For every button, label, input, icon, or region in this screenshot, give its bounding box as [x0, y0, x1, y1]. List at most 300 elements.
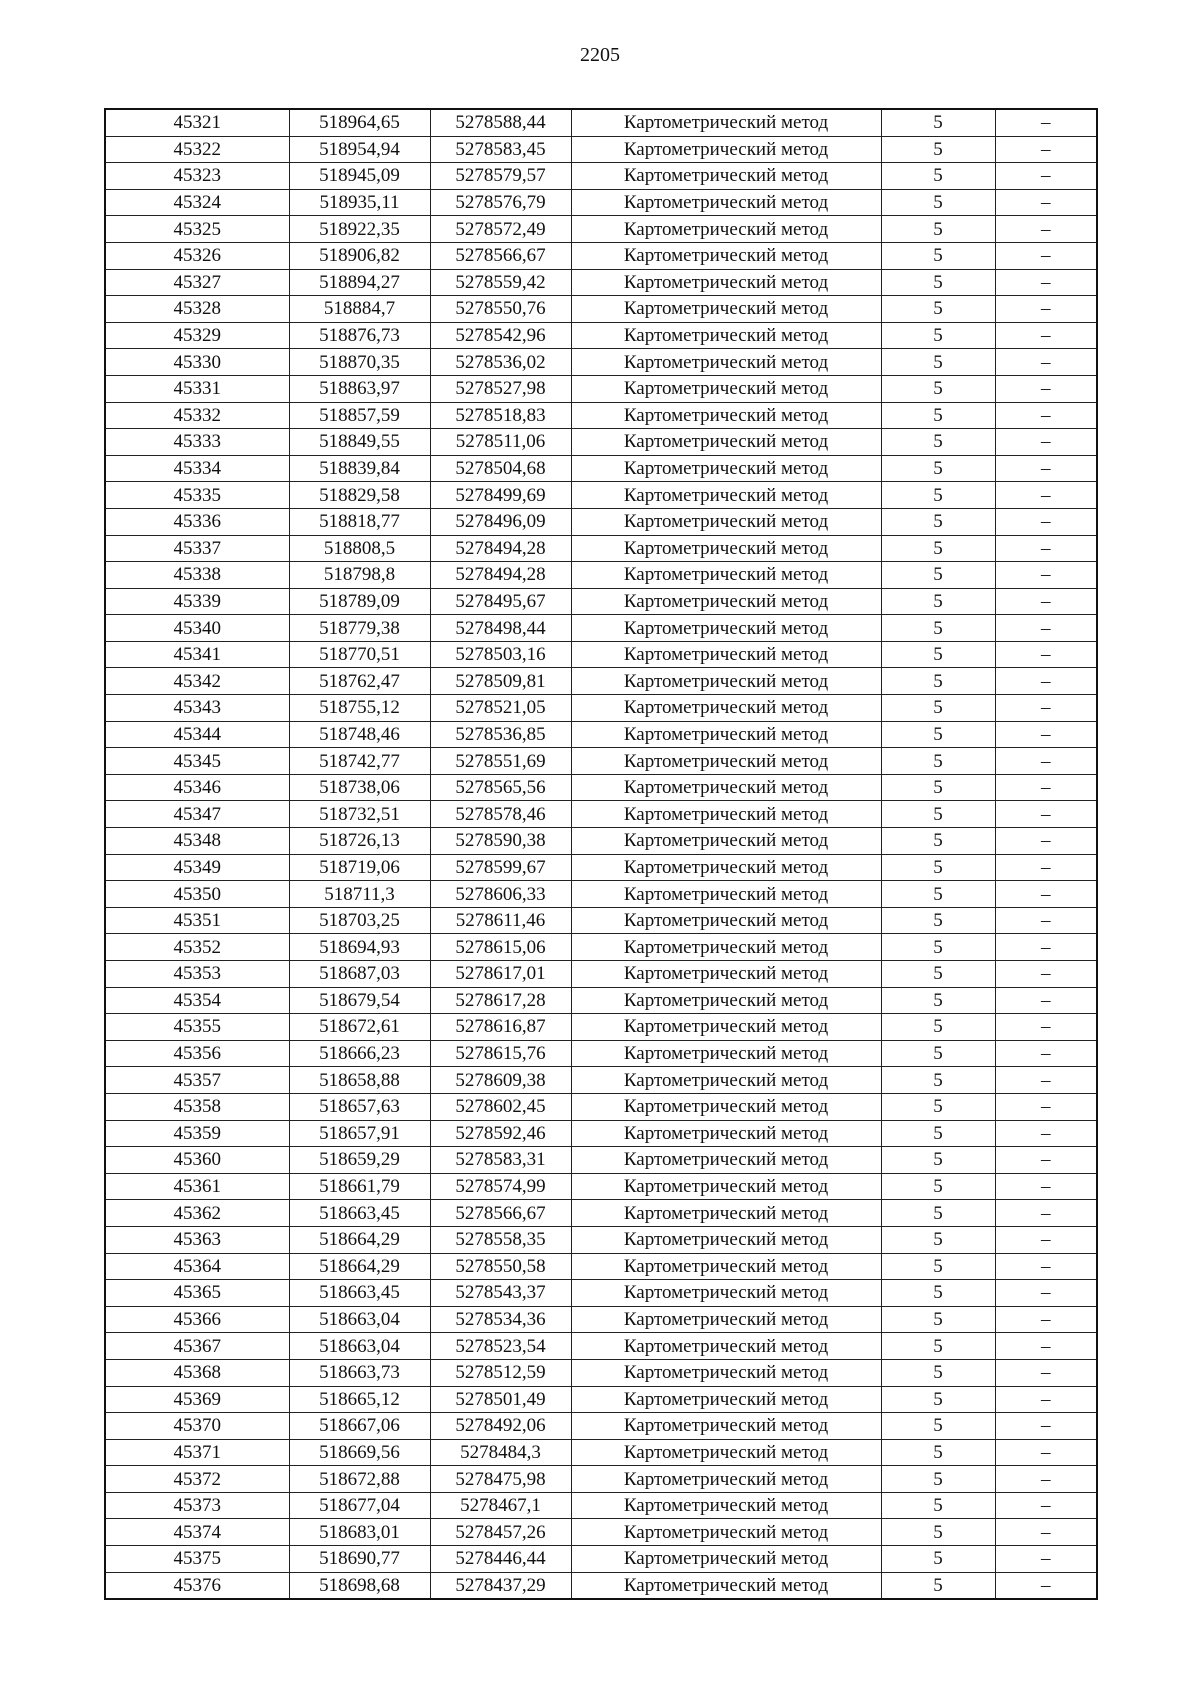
point-number-cell: 45348: [105, 828, 289, 855]
table-row: [105, 1492, 1097, 1519]
table-row: [105, 987, 1097, 1014]
y-coordinate-cell: 5278579,57: [430, 163, 571, 190]
x-coordinate-cell: 518770,51: [289, 641, 430, 668]
x-coordinate-cell: 518849,55: [289, 429, 430, 456]
table-row: [105, 721, 1097, 748]
method-cell: Картометрический метод: [571, 1492, 881, 1519]
point-number-cell: 45355: [105, 1014, 289, 1041]
note-cell: –: [995, 1359, 1097, 1386]
x-coordinate-cell: 518694,93: [289, 934, 430, 961]
y-coordinate-cell: 5278475,98: [430, 1466, 571, 1493]
note-cell: –: [995, 349, 1097, 376]
accuracy-cell: 5: [881, 349, 995, 376]
x-coordinate-cell: 518798,8: [289, 562, 430, 589]
accuracy-cell: 5: [881, 641, 995, 668]
table-row: [105, 961, 1097, 988]
table-row: [105, 1519, 1097, 1546]
x-coordinate-cell: 518661,79: [289, 1173, 430, 1200]
point-number-cell: 45323: [105, 163, 289, 190]
point-number-cell: 45352: [105, 934, 289, 961]
y-coordinate-cell: 5278534,36: [430, 1306, 571, 1333]
method-cell: Картометрический метод: [571, 695, 881, 722]
accuracy-cell: 5: [881, 1014, 995, 1041]
note-cell: –: [995, 1572, 1097, 1599]
point-number-cell: 45375: [105, 1546, 289, 1573]
point-number-cell: 45363: [105, 1226, 289, 1253]
accuracy-cell: 5: [881, 668, 995, 695]
note-cell: –: [995, 854, 1097, 881]
y-coordinate-cell: 5278496,09: [430, 508, 571, 535]
table-row: [105, 535, 1097, 562]
note-cell: –: [995, 189, 1097, 216]
x-coordinate-cell: 518884,7: [289, 296, 430, 323]
accuracy-cell: 5: [881, 987, 995, 1014]
accuracy-cell: 5: [881, 189, 995, 216]
method-cell: Картометрический метод: [571, 189, 881, 216]
table-row: [105, 828, 1097, 855]
y-coordinate-cell: 5278559,42: [430, 269, 571, 296]
y-coordinate-cell: 5278588,44: [430, 109, 571, 136]
y-coordinate-cell: 5278504,68: [430, 455, 571, 482]
table-row: [105, 934, 1097, 961]
method-cell: Картометрический метод: [571, 1147, 881, 1174]
x-coordinate-cell: 518829,58: [289, 482, 430, 509]
table-row: [105, 189, 1097, 216]
method-cell: Картометрический метод: [571, 375, 881, 402]
accuracy-cell: 5: [881, 1067, 995, 1094]
method-cell: Картометрический метод: [571, 828, 881, 855]
accuracy-cell: 5: [881, 322, 995, 349]
method-cell: Картометрический метод: [571, 402, 881, 429]
table-row: [105, 1439, 1097, 1466]
x-coordinate-cell: 518664,29: [289, 1253, 430, 1280]
x-coordinate-cell: 518779,38: [289, 615, 430, 642]
y-coordinate-cell: 5278592,46: [430, 1120, 571, 1147]
note-cell: –: [995, 322, 1097, 349]
table-row: [105, 615, 1097, 642]
y-coordinate-cell: 5278494,28: [430, 562, 571, 589]
x-coordinate-cell: 518665,12: [289, 1386, 430, 1413]
y-coordinate-cell: 5278512,59: [430, 1359, 571, 1386]
y-coordinate-cell: 5278578,46: [430, 801, 571, 828]
accuracy-cell: 5: [881, 907, 995, 934]
y-coordinate-cell: 5278574,99: [430, 1173, 571, 1200]
point-number-cell: 45322: [105, 136, 289, 163]
x-coordinate-cell: 518657,91: [289, 1120, 430, 1147]
table-row: [105, 349, 1097, 376]
point-number-cell: 45331: [105, 375, 289, 402]
y-coordinate-cell: 5278599,67: [430, 854, 571, 881]
table-row: [105, 216, 1097, 243]
point-number-cell: 45357: [105, 1067, 289, 1094]
x-coordinate-cell: 518876,73: [289, 322, 430, 349]
y-coordinate-cell: 5278446,44: [430, 1546, 571, 1573]
x-coordinate-cell: 518742,77: [289, 748, 430, 775]
table-row: [105, 774, 1097, 801]
note-cell: –: [995, 641, 1097, 668]
table-row: [105, 641, 1097, 668]
method-cell: Картометрический метод: [571, 588, 881, 615]
method-cell: Картометрический метод: [571, 508, 881, 535]
point-number-cell: 45321: [105, 109, 289, 136]
accuracy-cell: 5: [881, 774, 995, 801]
y-coordinate-cell: 5278495,67: [430, 588, 571, 615]
table-row: [105, 269, 1097, 296]
note-cell: –: [995, 1253, 1097, 1280]
method-cell: Картометрический метод: [571, 1386, 881, 1413]
accuracy-cell: 5: [881, 854, 995, 881]
method-cell: Картометрический метод: [571, 907, 881, 934]
point-number-cell: 45341: [105, 641, 289, 668]
accuracy-cell: 5: [881, 801, 995, 828]
table-row: [105, 588, 1097, 615]
table-row: [105, 1200, 1097, 1227]
x-coordinate-cell: 518669,56: [289, 1439, 430, 1466]
note-cell: –: [995, 774, 1097, 801]
table-row: [105, 136, 1097, 163]
y-coordinate-cell: 5278565,56: [430, 774, 571, 801]
point-number-cell: 45356: [105, 1040, 289, 1067]
accuracy-cell: 5: [881, 482, 995, 509]
point-number-cell: 45368: [105, 1359, 289, 1386]
note-cell: –: [995, 269, 1097, 296]
method-cell: Картометрический метод: [571, 1439, 881, 1466]
x-coordinate-cell: 518964,65: [289, 109, 430, 136]
x-coordinate-cell: 518726,13: [289, 828, 430, 855]
point-number-cell: 45347: [105, 801, 289, 828]
x-coordinate-cell: 518698,68: [289, 1572, 430, 1599]
table-row: [105, 429, 1097, 456]
method-cell: Картометрический метод: [571, 322, 881, 349]
method-cell: Картометрический метод: [571, 136, 881, 163]
note-cell: –: [995, 1120, 1097, 1147]
x-coordinate-cell: 518738,06: [289, 774, 430, 801]
accuracy-cell: 5: [881, 1040, 995, 1067]
point-number-cell: 45358: [105, 1093, 289, 1120]
table-row: [105, 1333, 1097, 1360]
method-cell: Картометрический метод: [571, 1546, 881, 1573]
accuracy-cell: 5: [881, 1519, 995, 1546]
method-cell: Картометрический метод: [571, 1093, 881, 1120]
y-coordinate-cell: 5278523,54: [430, 1333, 571, 1360]
point-number-cell: 45365: [105, 1280, 289, 1307]
method-cell: Картометрический метод: [571, 641, 881, 668]
y-coordinate-cell: 5278457,26: [430, 1519, 571, 1546]
x-coordinate-cell: 518954,94: [289, 136, 430, 163]
point-number-cell: 45330: [105, 349, 289, 376]
note-cell: –: [995, 828, 1097, 855]
point-number-cell: 45370: [105, 1413, 289, 1440]
x-coordinate-cell: 518818,77: [289, 508, 430, 535]
table-row: [105, 1253, 1097, 1280]
note-cell: –: [995, 615, 1097, 642]
point-number-cell: 45374: [105, 1519, 289, 1546]
accuracy-cell: 5: [881, 1093, 995, 1120]
x-coordinate-cell: 518762,47: [289, 668, 430, 695]
note-cell: –: [995, 695, 1097, 722]
table-row: [105, 1093, 1097, 1120]
point-number-cell: 45328: [105, 296, 289, 323]
y-coordinate-cell: 5278576,79: [430, 189, 571, 216]
note-cell: –: [995, 136, 1097, 163]
accuracy-cell: 5: [881, 1253, 995, 1280]
method-cell: Картометрический метод: [571, 482, 881, 509]
y-coordinate-cell: 5278566,67: [430, 1200, 571, 1227]
point-number-cell: 45327: [105, 269, 289, 296]
y-coordinate-cell: 5278536,85: [430, 721, 571, 748]
point-number-cell: 45333: [105, 429, 289, 456]
note-cell: –: [995, 1147, 1097, 1174]
accuracy-cell: 5: [881, 695, 995, 722]
table-row: [105, 1466, 1097, 1493]
y-coordinate-cell: 5278521,05: [430, 695, 571, 722]
accuracy-cell: 5: [881, 1173, 995, 1200]
method-cell: Картометрический метод: [571, 242, 881, 269]
method-cell: Картометрический метод: [571, 881, 881, 908]
note-cell: –: [995, 296, 1097, 323]
accuracy-cell: 5: [881, 748, 995, 775]
accuracy-cell: 5: [881, 109, 995, 136]
x-coordinate-cell: 518663,45: [289, 1280, 430, 1307]
y-coordinate-cell: 5278609,38: [430, 1067, 571, 1094]
method-cell: Картометрический метод: [571, 774, 881, 801]
table-row: [105, 854, 1097, 881]
x-coordinate-cell: 518657,63: [289, 1093, 430, 1120]
x-coordinate-cell: 518711,3: [289, 881, 430, 908]
point-number-cell: 45332: [105, 402, 289, 429]
note-cell: –: [995, 402, 1097, 429]
accuracy-cell: 5: [881, 881, 995, 908]
table-row: [105, 163, 1097, 190]
table-row: [105, 1226, 1097, 1253]
accuracy-cell: 5: [881, 136, 995, 163]
table-row: [105, 242, 1097, 269]
accuracy-cell: 5: [881, 828, 995, 855]
note-cell: –: [995, 1040, 1097, 1067]
point-number-cell: 45359: [105, 1120, 289, 1147]
note-cell: –: [995, 961, 1097, 988]
x-coordinate-cell: 518857,59: [289, 402, 430, 429]
x-coordinate-cell: 518659,29: [289, 1147, 430, 1174]
table-row: [105, 1413, 1097, 1440]
y-coordinate-cell: 5278501,49: [430, 1386, 571, 1413]
point-number-cell: 45343: [105, 695, 289, 722]
method-cell: Картометрический метод: [571, 668, 881, 695]
method-cell: Картометрический метод: [571, 1120, 881, 1147]
note-cell: –: [995, 242, 1097, 269]
method-cell: Картометрический метод: [571, 1173, 881, 1200]
table-row: [105, 508, 1097, 535]
table-row: [105, 1067, 1097, 1094]
point-number-cell: 45337: [105, 535, 289, 562]
method-cell: Картометрический метод: [571, 987, 881, 1014]
y-coordinate-cell: 5278511,06: [430, 429, 571, 456]
method-cell: Картометрический метод: [571, 455, 881, 482]
table-row: [105, 562, 1097, 589]
accuracy-cell: 5: [881, 1466, 995, 1493]
method-cell: Картометрический метод: [571, 535, 881, 562]
y-coordinate-cell: 5278542,96: [430, 322, 571, 349]
note-cell: –: [995, 535, 1097, 562]
table-row: [105, 1546, 1097, 1573]
accuracy-cell: 5: [881, 1200, 995, 1227]
table-row: [105, 375, 1097, 402]
note-cell: –: [995, 1306, 1097, 1333]
y-coordinate-cell: 5278499,69: [430, 482, 571, 509]
x-coordinate-cell: 518922,35: [289, 216, 430, 243]
coordinates-table: [104, 108, 1098, 1600]
accuracy-cell: 5: [881, 1333, 995, 1360]
point-number-cell: 45373: [105, 1492, 289, 1519]
accuracy-cell: 5: [881, 588, 995, 615]
point-number-cell: 45336: [105, 508, 289, 535]
y-coordinate-cell: 5278616,87: [430, 1014, 571, 1041]
y-coordinate-cell: 5278572,49: [430, 216, 571, 243]
point-number-cell: 45335: [105, 482, 289, 509]
x-coordinate-cell: 518679,54: [289, 987, 430, 1014]
method-cell: Картометрический метод: [571, 934, 881, 961]
table-row: [105, 1306, 1097, 1333]
note-cell: –: [995, 1226, 1097, 1253]
x-coordinate-cell: 518755,12: [289, 695, 430, 722]
note-cell: –: [995, 482, 1097, 509]
point-number-cell: 45366: [105, 1306, 289, 1333]
accuracy-cell: 5: [881, 1572, 995, 1599]
method-cell: Картометрический метод: [571, 801, 881, 828]
x-coordinate-cell: 518945,09: [289, 163, 430, 190]
accuracy-cell: 5: [881, 1306, 995, 1333]
point-number-cell: 45371: [105, 1439, 289, 1466]
method-cell: Картометрический метод: [571, 1306, 881, 1333]
table-row: [105, 668, 1097, 695]
x-coordinate-cell: 518719,06: [289, 854, 430, 881]
accuracy-cell: 5: [881, 216, 995, 243]
method-cell: Картометрический метод: [571, 216, 881, 243]
note-cell: –: [995, 1200, 1097, 1227]
accuracy-cell: 5: [881, 1386, 995, 1413]
x-coordinate-cell: 518667,06: [289, 1413, 430, 1440]
method-cell: Картометрический метод: [571, 1067, 881, 1094]
table-row: [105, 482, 1097, 509]
accuracy-cell: 5: [881, 375, 995, 402]
method-cell: Картометрический метод: [571, 1572, 881, 1599]
method-cell: Картометрический метод: [571, 1413, 881, 1440]
accuracy-cell: 5: [881, 242, 995, 269]
y-coordinate-cell: 5278617,01: [430, 961, 571, 988]
method-cell: Картометрический метод: [571, 296, 881, 323]
method-cell: Картометрический метод: [571, 1226, 881, 1253]
accuracy-cell: 5: [881, 1280, 995, 1307]
note-cell: –: [995, 934, 1097, 961]
point-number-cell: 45344: [105, 721, 289, 748]
y-coordinate-cell: 5278543,37: [430, 1280, 571, 1307]
accuracy-cell: 5: [881, 429, 995, 456]
accuracy-cell: 5: [881, 163, 995, 190]
note-cell: –: [995, 508, 1097, 535]
x-coordinate-cell: 518870,35: [289, 349, 430, 376]
y-coordinate-cell: 5278551,69: [430, 748, 571, 775]
x-coordinate-cell: 518663,04: [289, 1333, 430, 1360]
x-coordinate-cell: 518664,29: [289, 1226, 430, 1253]
x-coordinate-cell: 518732,51: [289, 801, 430, 828]
note-cell: –: [995, 801, 1097, 828]
y-coordinate-cell: 5278467,1: [430, 1492, 571, 1519]
note-cell: –: [995, 748, 1097, 775]
accuracy-cell: 5: [881, 455, 995, 482]
x-coordinate-cell: 518690,77: [289, 1546, 430, 1573]
table-row: [105, 1173, 1097, 1200]
point-number-cell: 45351: [105, 907, 289, 934]
note-cell: –: [995, 1466, 1097, 1493]
accuracy-cell: 5: [881, 562, 995, 589]
x-coordinate-cell: 518663,45: [289, 1200, 430, 1227]
y-coordinate-cell: 5278527,98: [430, 375, 571, 402]
point-number-cell: 45376: [105, 1572, 289, 1599]
table-row: [105, 1014, 1097, 1041]
point-number-cell: 45346: [105, 774, 289, 801]
accuracy-cell: 5: [881, 1147, 995, 1174]
table-row: [105, 296, 1097, 323]
point-number-cell: 45342: [105, 668, 289, 695]
x-coordinate-cell: 518906,82: [289, 242, 430, 269]
method-cell: Картометрический метод: [571, 163, 881, 190]
y-coordinate-cell: 5278484,3: [430, 1439, 571, 1466]
accuracy-cell: 5: [881, 1120, 995, 1147]
table-row: [105, 322, 1097, 349]
note-cell: –: [995, 1386, 1097, 1413]
x-coordinate-cell: 518808,5: [289, 535, 430, 562]
point-number-cell: 45349: [105, 854, 289, 881]
accuracy-cell: 5: [881, 961, 995, 988]
point-number-cell: 45345: [105, 748, 289, 775]
note-cell: –: [995, 429, 1097, 456]
table-row: [105, 1359, 1097, 1386]
method-cell: Картометрический метод: [571, 854, 881, 881]
point-number-cell: 45372: [105, 1466, 289, 1493]
method-cell: Картометрический метод: [571, 429, 881, 456]
note-cell: –: [995, 1439, 1097, 1466]
accuracy-cell: 5: [881, 1226, 995, 1253]
note-cell: –: [995, 881, 1097, 908]
note-cell: –: [995, 562, 1097, 589]
note-cell: –: [995, 1413, 1097, 1440]
table-row: [105, 748, 1097, 775]
point-number-cell: 45354: [105, 987, 289, 1014]
y-coordinate-cell: 5278518,83: [430, 402, 571, 429]
y-coordinate-cell: 5278602,45: [430, 1093, 571, 1120]
y-coordinate-cell: 5278536,02: [430, 349, 571, 376]
table-row: [105, 907, 1097, 934]
y-coordinate-cell: 5278550,58: [430, 1253, 571, 1280]
accuracy-cell: 5: [881, 1359, 995, 1386]
method-cell: Картометрический метод: [571, 1466, 881, 1493]
x-coordinate-cell: 518683,01: [289, 1519, 430, 1546]
point-number-cell: 45338: [105, 562, 289, 589]
y-coordinate-cell: 5278498,44: [430, 615, 571, 642]
note-cell: –: [995, 907, 1097, 934]
point-number-cell: 45361: [105, 1173, 289, 1200]
method-cell: Картометрический метод: [571, 1359, 881, 1386]
note-cell: –: [995, 1519, 1097, 1546]
method-cell: Картометрический метод: [571, 109, 881, 136]
table-row: [105, 402, 1097, 429]
accuracy-cell: 5: [881, 615, 995, 642]
y-coordinate-cell: 5278494,28: [430, 535, 571, 562]
note-cell: –: [995, 1173, 1097, 1200]
note-cell: –: [995, 1067, 1097, 1094]
table-row: [105, 1120, 1097, 1147]
y-coordinate-cell: 5278503,16: [430, 641, 571, 668]
